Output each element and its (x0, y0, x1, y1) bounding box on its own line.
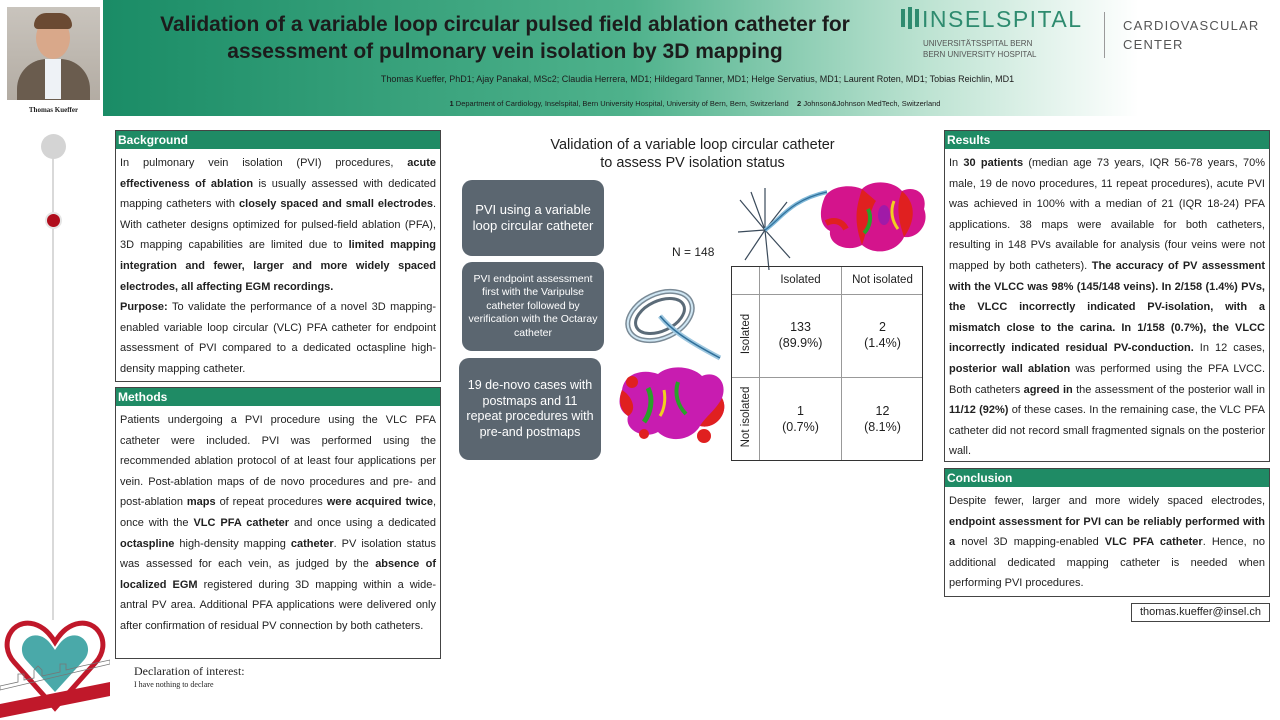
background-text (120, 153, 436, 380)
matrix-column-header-not-isolated: Not isolated (852, 274, 913, 286)
emphasized-text: maps (186, 496, 216, 509)
matrix-cell (842, 403, 923, 435)
emphasized-text: Purpose: (120, 301, 168, 314)
matrix-cell (760, 403, 841, 435)
poster-title (120, 11, 890, 65)
results-paragraph (949, 153, 1265, 462)
body-text: and once using a dedicated (289, 516, 437, 529)
declaration-title: Declaration of interest: (134, 664, 245, 678)
matrix-cell-count: 133 (790, 320, 811, 334)
emphasized-text: 11/12 (92%) (949, 404, 1009, 417)
logo-wordmark: INSELSPITAL (922, 6, 1083, 32)
matrix-cell-count: 2 (879, 320, 886, 334)
matrix-cell-count: 12 (875, 404, 890, 418)
contact-email-link[interactable]: thomas.kueffer@insel.ch (1131, 603, 1270, 622)
matrix-cell (842, 319, 923, 351)
affiliations (400, 99, 990, 108)
logo-subtitle-1: UNIVERSITÄTSSPITAL BERN (923, 39, 1033, 48)
body-text: . With catheter designs optimized for pulsed-field ablation (PFA), 3D mapping capabilities are limited due to (120, 198, 437, 252)
variable-loop-catheter-icon (620, 278, 725, 368)
affil-number-1: 1 (449, 99, 454, 108)
title-line-2: assessment of pulmonary vein isolation by 3D mapping (227, 40, 783, 63)
results-heading: Results (945, 131, 1269, 149)
presenter-name: Thomas Kueffer (28, 106, 79, 114)
body-text: of these cases. In the remaining case, the VLC PFA catheter did not record small fragmented signals on the posterior wall. (949, 404, 1265, 458)
emphasized-text: octaspline (120, 537, 175, 550)
logo-divider (1104, 12, 1105, 58)
methods-heading: Methods (116, 388, 440, 406)
matrix-cell (760, 319, 841, 351)
matrix-cell-percent: (8.1%) (864, 420, 901, 434)
emphasized-text: acute effectiveness of ablation (120, 157, 436, 190)
figure-title (520, 136, 865, 172)
flow-step-2: PVI endpoint assessment first with the Varipulse catheter followed by verification with the Octaray catheter (462, 262, 604, 351)
heart-cityscape-decoration-icon (0, 600, 110, 720)
confusion-matrix (731, 266, 923, 461)
center-name-line-2: CENTER (1123, 37, 1184, 52)
declaration-text: I have nothing to declare (134, 680, 214, 689)
matrix-cell-percent: (89.9%) (778, 336, 823, 350)
matrix-cell-count: 1 (797, 404, 804, 418)
body-text: . Hence, no additional dedicated mapping catheter is needed when performing PVI procedures. (949, 536, 1265, 590)
rail-dot-red (45, 212, 62, 229)
methods-panel (115, 387, 441, 659)
affil-number-2: 2 (797, 99, 802, 108)
body-text: of repeat procedures (215, 496, 327, 509)
body-text: Despite fewer, larger and more widely spaced electrodes, (949, 495, 1265, 507)
emphasized-text: closely spaced and small electrodes (239, 198, 433, 211)
conclusion-paragraph (949, 491, 1265, 594)
affil-text-2: Johnson&Johnson MedTech, Switzerland (803, 99, 941, 108)
matrix-column-header-isolated: Isolated (780, 274, 821, 286)
emphasized-text: endpoint assessment for PVI can be reliably performed with a (949, 515, 1265, 549)
flow-step-1: PVI using a variable loop circular catheter (462, 180, 604, 256)
conclusion-text (949, 491, 1265, 594)
body-text: (median age 73 years, IQR 56-78 years, 70% male, 19 de novo procedures, 11 repeat procedures), acute PVI was achieved in 100% with a median of 21 (IQR 18-24) PFA applications. 38 maps were available for both catheters, resulting in 148 PVs available for analysis (four veins were not mapped by both catheters). (949, 157, 1265, 272)
logo-subtitle-2: BERN UNIVERSITY HOSPITAL (923, 50, 1037, 59)
methods-paragraph (120, 410, 436, 637)
inselspital-logo-icon (900, 7, 920, 29)
emphasized-text: VLC PFA catheter (1104, 536, 1203, 549)
body-text: is usually assessed with dedicated mapping catheters with (120, 177, 436, 211)
body-text: was performed using the PFA LVCC. Both catheters (949, 362, 1265, 396)
background-purpose (120, 297, 436, 379)
matrix-cell-percent: (0.7%) (782, 420, 819, 434)
affil-text-1: Department of Cardiology, Inselspital, Bern University Hospital, University of Bern, Bern, Switzerland (455, 99, 789, 108)
body-text: To validate the performance of a novel 3D mapping-enabled variable loop circular (VLC) PFA catheter for endpoint assessment of PVI compared to a dedicated octaspline high-density mapping catheter. (120, 301, 436, 375)
center-name-line-1: CARDIOVASCULAR (1123, 18, 1260, 33)
octaspline-catheter-icon (735, 180, 830, 275)
emphasized-text: catheter (290, 537, 334, 550)
matrix-gridline-h2 (732, 377, 922, 378)
matrix-gridline-h1 (732, 294, 922, 295)
background-paragraph-1 (120, 153, 436, 297)
presenter-photo (7, 7, 100, 100)
matrix-cell-percent: (1.4%) (864, 336, 901, 350)
matrix-row-header-isolated: Isolated (740, 313, 752, 355)
figure-title-line-1: Validation of a variable loop circular catheter (550, 137, 835, 153)
emphasized-text: The accuracy of PV assessment with the VLCC was 98% (145/148 veins). In 2/158 (1.4%) PVs, the VLCC incorrectly indicated PV-isolation, with a mismatch close to the carina. In 1/158 (0.7%), the VLCC incorrectly indicated residual PV-conduction. (949, 259, 1265, 355)
body-text: registered during 3D mapping within a wide-antral PV area. Additional PFA applications were delivered only after confirmation of residual PV connection by both catheters. (120, 578, 436, 632)
emphasized-text: were acquired twice (326, 496, 433, 509)
emphasized-text: posterior wall ablation (949, 362, 1071, 375)
body-text: In (949, 157, 964, 169)
emphasized-text: 30 patients (963, 157, 1024, 169)
sample-size-label: N = 148 (672, 245, 715, 259)
emphasized-text: VLC PFA catheter (193, 516, 290, 529)
conclusion-heading: Conclusion (945, 469, 1269, 487)
body-text: novel 3D mapping-enabled (955, 536, 1105, 549)
results-panel (944, 130, 1270, 462)
methods-text (120, 410, 436, 637)
electroanatomic-map-bottom-icon (618, 360, 730, 448)
emphasized-text: limited mapping integration and fewer, larger and more widely spaced electrodes, all affecting EGM recordings. (120, 239, 436, 293)
body-text: high-density mapping (174, 537, 291, 550)
body-text: . PV isolation status was assessed for each vein, as judged by the (120, 537, 436, 571)
body-text: Patients undergoing a PVI procedure using the VLC PFA catheter were included. PVI was performed using the recommended ablation protocol of at least four applications per vein. Post-ablation maps of de novo procedures and pre- and post-ablation (120, 414, 436, 509)
results-text (949, 153, 1265, 462)
body-text: In pulmonary vein isolation (PVI) procedures, (120, 157, 408, 169)
emphasized-text: absence of localized EGM (120, 558, 437, 591)
authors: Thomas Kueffer, PhD1; Ajay Panakal, MSc2; Claudia Herrera, MD1; Hildegard Tanner, MD1; Helge Servatius, MD1; Laurent Roten, MD1; Tobias Reichlin, MD1 (380, 74, 1015, 84)
flow-step-3: 19 de-novo cases with postmaps and 11 repeat procedures with pre-and postmaps (459, 358, 601, 460)
figure-title-line-2: to assess PV isolation status (600, 155, 785, 171)
matrix-row-header-not-isolated: Not isolated (740, 386, 752, 448)
background-panel (115, 130, 441, 382)
electroanatomic-map-top-icon (818, 179, 930, 261)
emphasized-text: agreed in (1023, 383, 1073, 396)
body-text: In 12 cases, (1193, 342, 1265, 355)
background-heading: Background (116, 131, 440, 149)
conclusion-panel (944, 468, 1270, 597)
body-text: the assessment of the posterior wall in (1072, 383, 1265, 396)
title-line-1: Validation of a variable loop circular pulsed field ablation catheter for (160, 13, 850, 36)
body-text: , once with the (120, 496, 437, 529)
rail-dot-grey (41, 134, 66, 159)
